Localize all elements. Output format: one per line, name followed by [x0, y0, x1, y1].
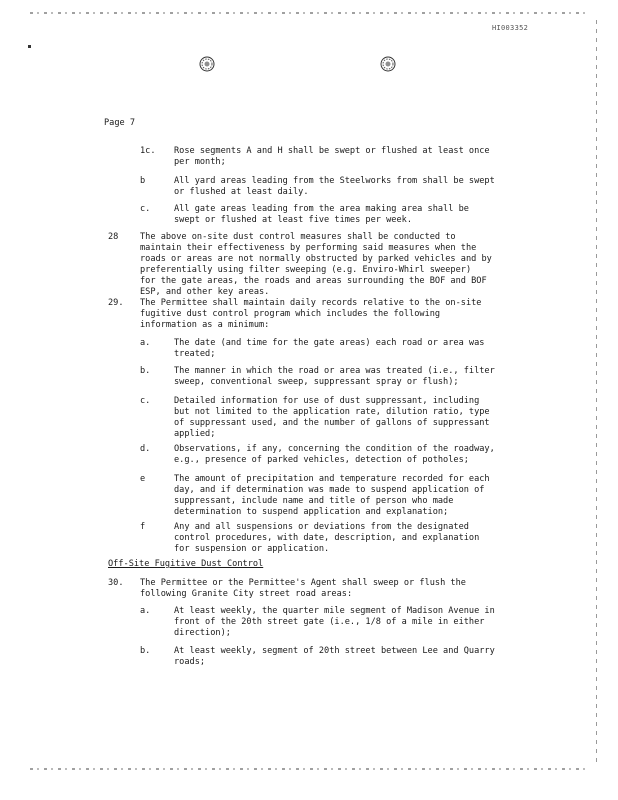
paragraph-text: The above on-site dust control measures shall be conducted to maintain their effectiveness by performing said measures when the roads or areas are not normally obstructed by parked vehicles and by preferentially using filter sweeping (e.g. Enviro-Whirl sweeper) for the gate areas, the roads and areas surrounding the BOF and BOF ESP, and other key areas.: [140, 232, 492, 297]
list-item-label: e: [140, 474, 146, 484]
list-item-text: At least weekly, segment of 20th street between Lee and Quarry roads;: [174, 646, 495, 667]
list-item-text: The amount of precipitation and temperature recorded for each day, and if determination was made to suspend application of suppressant, include name and title of person who made determination to suspend application and explanation;: [174, 474, 490, 517]
paragraph-number: 30.: [108, 578, 124, 588]
scan-edge-right: [596, 20, 597, 762]
punch-hole-left-icon: [199, 56, 215, 72]
paragraph-text: The Permittee or the Permittee's Agent shall sweep or flush the following Granite City street road areas:: [140, 578, 466, 599]
list-item-label: f: [140, 522, 146, 532]
paragraph-text: The Permittee shall maintain daily records relative to the on-site fugitive dust control program which includes the following information as a minimum:: [140, 298, 482, 330]
scan-noise-top: [30, 12, 590, 14]
scan-speck: [28, 45, 31, 48]
list-item-label: b: [140, 176, 146, 186]
list-item-label: 1c.: [140, 146, 156, 156]
list-item-label: b.: [140, 646, 151, 656]
list-item-text: Any and all suspensions or deviations from the designated control procedures, with date, description, and explanation for suspension or application.: [174, 522, 480, 554]
scan-noise-bottom: [30, 768, 590, 770]
list-item-label: d.: [140, 444, 151, 454]
list-item-text: All gate areas leading from the area making area shall be swept or flushed at least five times per week.: [174, 204, 469, 225]
list-item-label: b.: [140, 366, 151, 376]
list-item-label: c.: [140, 396, 151, 406]
list-item-label: c.: [140, 204, 151, 214]
list-item-text: The date (and time for the gate areas) each road or area was treated;: [174, 338, 485, 359]
list-item-text: The manner in which the road or area was treated (i.e., filter sweep, conventional sweep, suppressant spray or flush);: [174, 366, 495, 387]
list-item-text: Observations, if any, concerning the condition of the roadway, e.g., presence of parked vehicles, detection of potholes;: [174, 444, 495, 465]
bates-number: HI003352: [492, 24, 529, 32]
list-item-text: At least weekly, the quarter mile segment of Madison Avenue in front of the 20th street gate (i.e., 1/8 of a mile in either direction);: [174, 606, 495, 638]
list-item-label: a.: [140, 606, 151, 616]
list-item-text: All yard areas leading from the Steelworks from shall be swept or flushed at least daily.: [174, 176, 495, 197]
section-heading: Off-Site Fugitive Dust Control: [108, 559, 264, 569]
paragraph-number: 28: [108, 232, 119, 242]
paragraph-number: 29.: [108, 298, 124, 308]
punch-hole-right-icon: [380, 56, 396, 72]
list-item-text: Rose segments A and H shall be swept or flushed at least once per month;: [174, 146, 490, 167]
list-item-label: a.: [140, 338, 151, 348]
list-item-text: Detailed information for use of dust suppressant, including but not limited to the application rate, dilution ratio, type of suppressant used, and the number of gallons of suppressant applied;: [174, 396, 490, 439]
page-label: Page 7: [104, 118, 136, 128]
